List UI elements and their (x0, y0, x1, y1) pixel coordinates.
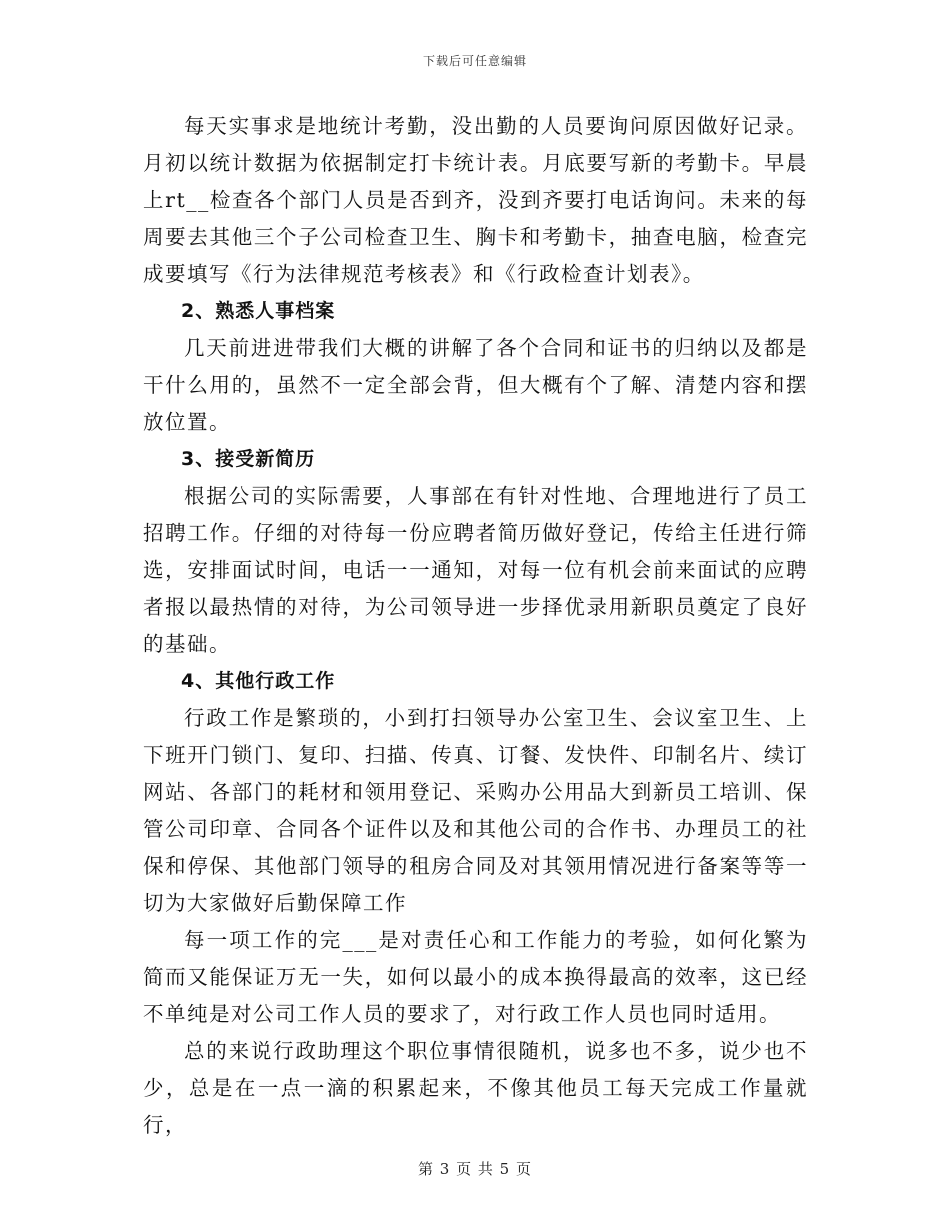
heading-new-resumes: 3、接受新简历 (181, 448, 316, 470)
paragraph-work-test: 每一项工作的完___是对责任心和工作能力的考验，如何化繁为简而又能保证万无一失，如何以最小的成本换得最高的效率，这已经不单纯是对公司工作人员的要求了，对行政工作人员也同时适用。 (143, 928, 808, 1026)
paragraph-new-resumes: 根据公司的实际需要，人事部在有针对性地、合理地进行了员工招聘工作。仔细的对待每一份应聘者简历做好登记，传给主任进行筛选，安排面试时间，电话一一通知，对每一位有机会前来面试的应聘者报以最热情的对待，为公司领导进一步择优录用新职员奠定了良好的基础。 (143, 484, 808, 656)
heading-personnel-files: 2、熟悉人事档案 (181, 300, 336, 322)
paragraph-attendance: 每天实事求是地统计考勤，没出勤的人员要询问原因做好记录。月初以统计数据为依据制定打卡统计表。月底要写新的考勤卡。早晨上rt__检查各个部门人员是否到齐，没到齐要打电话询问。未来的每周要去其他三个子公司检查卫生、胸卡和考勤卡，抽查电脑，检查完成要填写《行为法律规范考核表》和《行政检查计划表》。 (143, 114, 808, 286)
paragraph-personnel-files: 几天前进进带我们大概的讲解了各个合同和证书的归纳以及都是干什么用的，虽然不一定全部会背，但大概有个了解、清楚内容和摆放位置。 (143, 336, 808, 434)
page-number: 第 3 页 共 5 页 (418, 1160, 532, 1178)
header-note: 下载后可任意编辑 (422, 54, 527, 68)
heading-other-admin-work: 4、其他行政工作 (181, 670, 336, 692)
document-body (143, 108, 808, 1144)
paragraph-summary: 总的来说行政助理这个职位事情很随机，说多也不多，说少也不少，总是在一点一滴的积累起来，不像其他员工每天完成工作量就行， (143, 1039, 808, 1137)
paragraph-other-admin-work: 行政工作是繁琐的，小到打扫领导办公室卫生、会议室卫生、上下班开门锁门、复印、扫描、传真、订餐、发快件、印制名片、续订网站、各部门的耗材和领用登记、采购办公用品大到新员工培训、保管公司印章、合同各个证件以及和其他公司的合作书、办理员工的社保和停保、其他部门领导的租房合同及对其领用情况进行备案等等一切为大家做好后勤保障工作 (143, 706, 808, 915)
